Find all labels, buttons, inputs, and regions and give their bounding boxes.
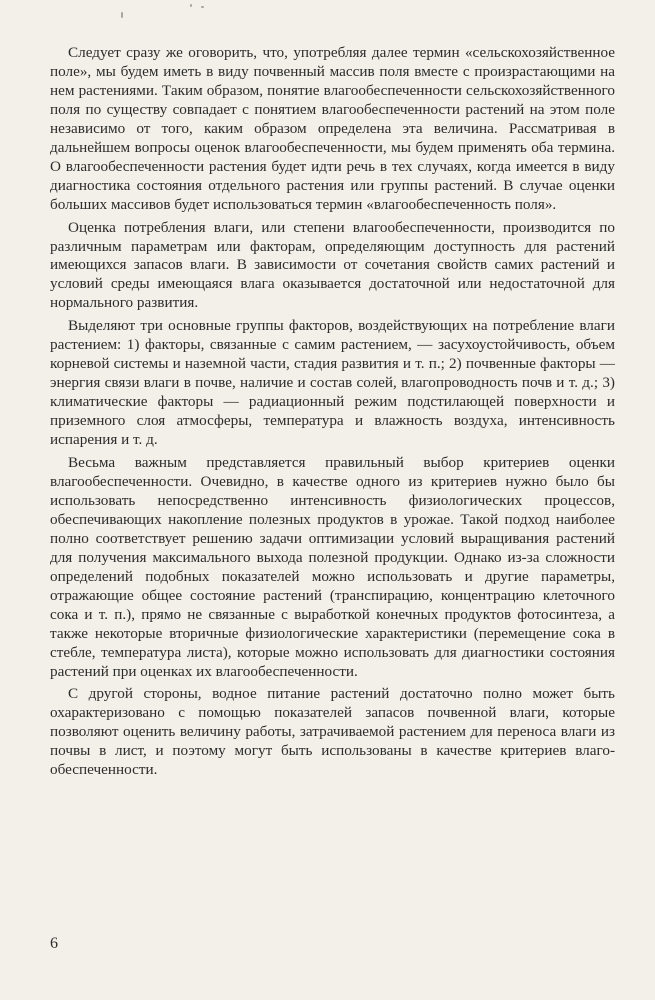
paragraph: Оценка потребления влаги, или степени влагообеспеченности, производится по различным параметрам или факторам, определяющим доступность для растений имеющихся запасов влаги. В зависимости от сочетания свойств самих растений и условий среды имеющаяся влага оказывается достаточной или недостаточной для нормального развития. — [50, 218, 615, 312]
scan-speck — [201, 6, 204, 8]
paragraph: Выделяют три основные группы факторов, воздействующих на потребление влаги растением: 1) факторы, связанные с самим растением, — засухоустойчивость, объем корневой системы и наземной части, стадия развития и т. п.; 2) почвенные факторы — энергия связи влаги в почве, наличие и состав солей, влагопроводность почв и т. д.; 3) климатические факторы — радиационный режим подстилающей поверхности и приземного слоя атмосферы, температура и влажность воздуха, интенсивность испарения и т. д. — [50, 317, 615, 449]
paragraph: С другой стороны, водное питание растений достаточно полно может быть охарактеризовано с помощью показателей запасов почвенной влаги, которые позволяют оценить величину работы, затрачиваемой растением для переноса влаги из почвы в лист, и поэтому могут быть использованы в качестве критериев влагообеспеченности. — [50, 685, 615, 779]
paragraph: Весьма важным представляется правильный выбор критериев оценки влагообеспеченности. Очевидно, в качестве одного из критериев нужно было бы использовать непосредственно интенсивность физиологических процессов, обеспечивающих накопление полезных продуктов в урожае. Такой подход наиболее полно соответствует решению задачи оптимизации условий выращивания растений для получения максимального выхода полезной продукции. Однако из-за сложности определений подобных показателей можно использовать и другие параметры, отражающие общее состояние растений (транспирацию, концентрацию клеточного сока и т. п.), прямо не связанные с выработкой конечных продуктов фотосинтеза, а также некоторые вторичные физиологические характеристики (перемещение сока в стебле, температура листа), которые можно использовать для диагностики состояния растений при оценках их влагообеспеченности. — [50, 454, 615, 680]
scan-speck — [121, 12, 123, 18]
scan-speck — [190, 4, 192, 7]
page-number: 6 — [50, 935, 58, 952]
paragraph: Следует сразу же оговорить, что, употребляя далее термин «сельскохозяйственное поле», мы будем иметь в виду почвенный массив поля вместе с произрастающими на нем растениями. Таким образом, понятие влагообеспеченности сельскохозяйственного поля по существу совпадает с понятием влагообеспеченности растений на этом поле независимо от того, каким образом определена эта величина. Рассматривая в дальнейшем вопросы оценок влагообеспеченности, мы будем применять оба термина. О влагообеспеченности растения будет идти речь в тех случаях, когда имеется в виду диагностика состояния отдельного растения или группы растений. В случае оценки больших массивов будет использоваться термин «влагообеспеченность поля». — [50, 44, 615, 213]
body-text — [50, 44, 615, 784]
